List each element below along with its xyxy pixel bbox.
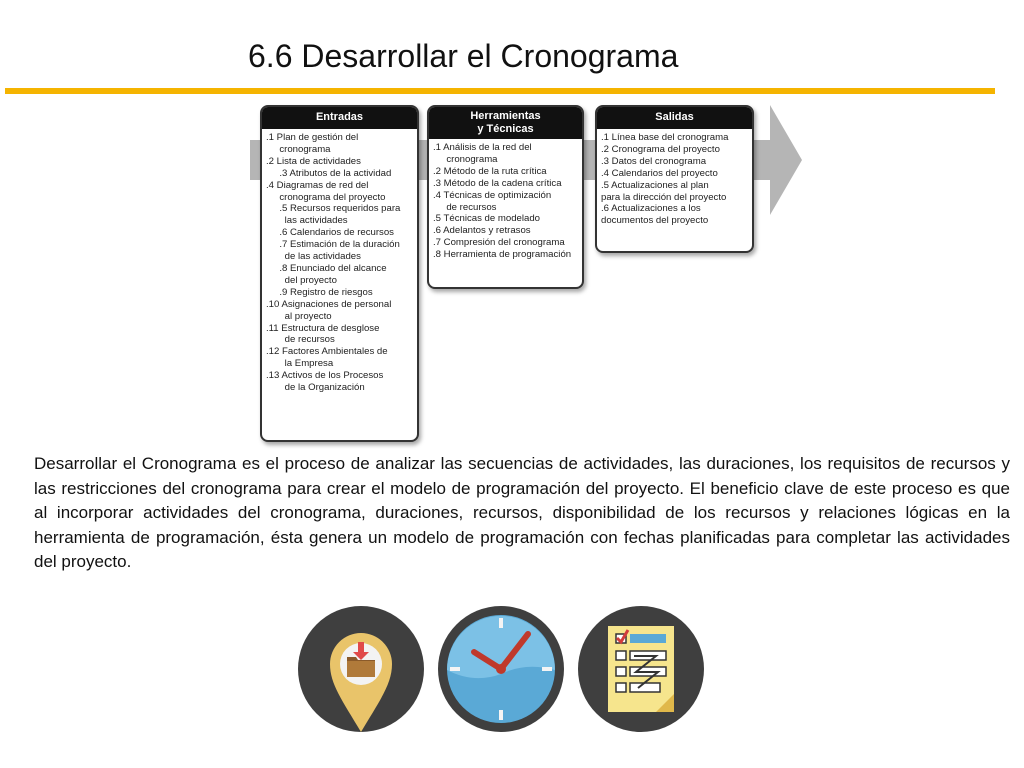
- tools-heading-line2: y Técnicas: [477, 123, 534, 135]
- input-item: cronograma: [266, 143, 331, 155]
- output-item: .2 Cronograma del proyecto: [601, 143, 720, 155]
- tool-item: .6 Adelantos y retrasos: [433, 225, 531, 237]
- tools-box: [427, 105, 584, 289]
- tool-item: cronograma: [433, 153, 498, 165]
- title-underline: [5, 88, 995, 94]
- inputs-list: [262, 129, 417, 394]
- tool-item: .5 Técnicas de modelado: [433, 213, 541, 225]
- input-item: .10 Asignaciones de personal: [266, 298, 392, 310]
- tool-item: .8 Herramienta de programación: [433, 249, 572, 261]
- input-item: del proyecto: [266, 274, 337, 286]
- input-item: cronograma del proyecto: [266, 191, 386, 203]
- outputs-heading: Salidas: [597, 107, 752, 129]
- process-description: Desarrollar el Cronograma es el proceso de analizar las secuencias de actividades, las duraciones, los requisitos de recursos y las restricciones del cronograma para crear el modelo de programación del proyecto. El beneficio clave de este proceso es que al incorporar actividades del cronograma, duraciones, recursos, disponibilidad de los recursos y relaciones lógicas en la herramienta de programación, ésta genera un modelo de programación con fechas planificadas para completar las actividades del proyecto.: [34, 454, 1010, 571]
- location-folder-icon: [296, 604, 426, 734]
- input-item: .6 Calendarios de recursos: [266, 227, 394, 239]
- checklist-document-icon: [576, 604, 706, 734]
- input-item: de la Organización: [266, 382, 365, 394]
- input-item: de recursos: [266, 334, 335, 346]
- input-item: la Empresa: [266, 358, 334, 370]
- tool-item: .4 Técnicas de optimización: [433, 189, 552, 201]
- input-item: al proyecto: [266, 310, 332, 322]
- tools-heading-line1: Herramientas: [470, 110, 541, 122]
- output-item: .6 Actualizaciones a los: [601, 203, 701, 215]
- tool-item: de recursos: [433, 201, 497, 213]
- input-item: .11 Estructura de desglose: [266, 322, 380, 334]
- input-item: .7 Estimación de la duración: [266, 239, 400, 251]
- output-item: .1 Línea base del cronograma: [601, 132, 729, 143]
- tools-heading: [429, 107, 582, 139]
- tool-item: .7 Compresión del cronograma: [433, 237, 565, 249]
- ito-diagram: [250, 100, 810, 445]
- clock-icon: [436, 604, 566, 734]
- inputs-box: [260, 105, 419, 442]
- input-item: .8 Enunciado del alcance: [266, 262, 387, 274]
- tool-item: .2 Método de la ruta crítica: [433, 165, 547, 177]
- outputs-box: [595, 105, 754, 253]
- input-item: .1 Plan de gestión del: [266, 132, 359, 143]
- tool-item: .3 Método de la cadena crítica: [433, 177, 562, 189]
- output-item: .3 Datos del cronograma: [601, 155, 707, 167]
- input-item: .4 Diagramas de red del: [266, 179, 369, 191]
- input-item: las actividades: [266, 215, 348, 227]
- output-item: para la dirección del proyecto: [601, 191, 727, 203]
- input-item: .5 Recursos requeridos para: [266, 203, 401, 215]
- outputs-list: [597, 129, 752, 227]
- input-item: .2 Lista de actividades: [266, 155, 361, 167]
- output-item: .4 Calendarios del proyecto: [601, 167, 718, 179]
- input-item: .3 Atributos de la actividad: [266, 167, 392, 179]
- tool-item: .1 Análisis de la red del: [433, 142, 532, 153]
- output-item: .5 Actualizaciones al plan: [601, 179, 709, 191]
- icon-row: [296, 604, 706, 734]
- inputs-heading: Entradas: [262, 107, 417, 129]
- slide-title: 6.6 Desarrollar el Cronograma: [248, 38, 679, 74]
- output-item: documentos del proyecto: [601, 215, 709, 227]
- input-item: .13 Activos de los Procesos: [266, 370, 384, 382]
- tools-list: [429, 139, 582, 261]
- input-item: .12 Factores Ambientales de: [266, 346, 388, 358]
- input-item: de las actividades: [266, 251, 361, 263]
- input-item: .9 Registro de riesgos: [266, 286, 373, 298]
